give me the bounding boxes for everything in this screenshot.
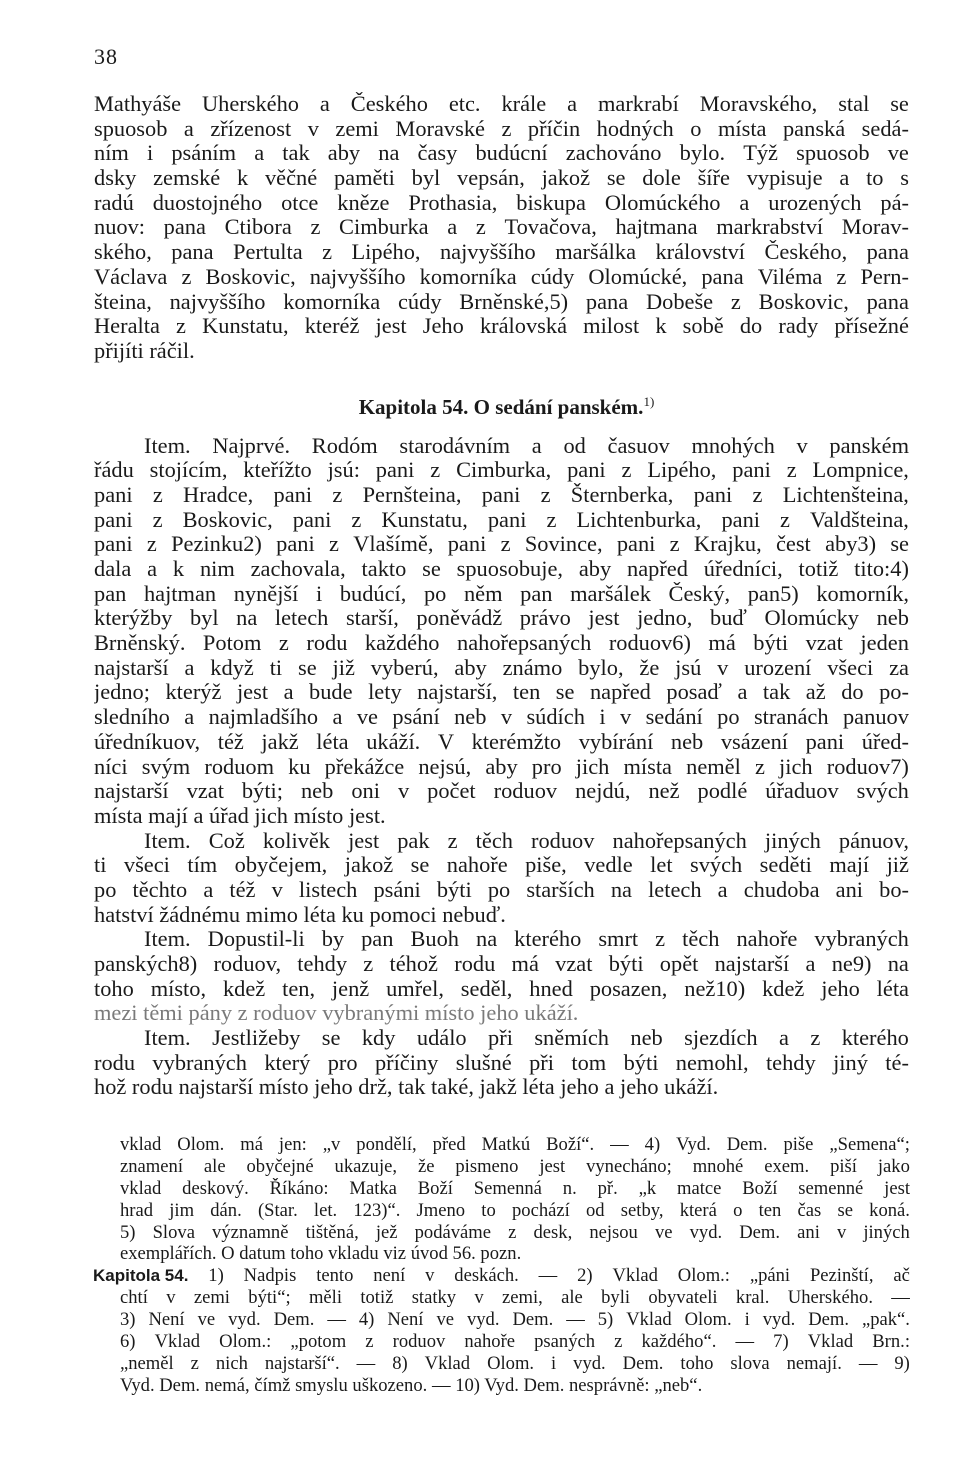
text-line: ského, pana Pertulta z Lipého, najvyššího maršálka království Českého, pana <box>94 240 909 265</box>
text-line: místa mají a úřad jich místo jest. <box>94 803 386 828</box>
text-line: hrad jim dán. (Star. let. 123)“. Jmeno to pochází od setby, která o ten čas se koná. <box>120 1199 910 1221</box>
paragraph-5 <box>94 1026 909 1100</box>
text-line: 3) Není ve vyd. Dem. — 4) Není ve vyd. Dem. — 5) Vklad Olom. i vyd. Dem. „pak“. <box>120 1309 910 1331</box>
text-line: Heralta z Kunstatu, kteréž jest Jeho královská milost k sobě do rady přísežné <box>94 314 909 339</box>
paragraph-1 <box>94 92 909 364</box>
text-line: Item. Dopustil-li by pan Buoh na kterého smrt z těch nahoře vybraných <box>144 927 909 952</box>
text-line: úředníkuov, též jakž léta ukáží. V kterémžto vybírání neb vsázení pani úřed- <box>94 729 909 754</box>
text-line: dsky zemské k věčné paměti byl vepsán, jakož se dole šíře vypisuje a to s <box>94 166 909 191</box>
text-line: 5) Slova významně tištěná, jež podáváme z desk, nejsou ve vyd. Dem. ani v jiných <box>120 1221 910 1243</box>
text-line: vklad deskový. Říkáno: Matka Boží Semenná n. př. „k matce Boží semenné jest <box>120 1177 910 1199</box>
page-number: 38 <box>94 44 118 69</box>
text-line: ti všeci tím obyčejem, jakož se nahoře piše, vedle let svých seděti mají již <box>94 853 909 878</box>
text-line: Item. Což kolivěk jest pak z těch roduov nahořepsaných jiných pánuov, <box>144 828 909 853</box>
text-line: Kapitola 54. 1) Nadpis tento není v deskách. — 2) Vklad Olom.: „páni Pezinští, ač <box>93 1265 910 1287</box>
text-line: Mathyáše Uherského a Českého etc. krále a markrabí Moravského, stal se <box>94 92 909 116</box>
text-line: exemplářích. O datum toho vkladu viz úvod 56. pozn. <box>120 1243 522 1265</box>
chapter-heading-note: 1) <box>643 393 655 409</box>
text-line: najstarší vzat býti; neb oni v počet roduov nejdú, než podlé úřaduov svých <box>94 779 909 804</box>
text-line: nuov: pana Ctibora z Cimburka a z Tovačova, hajtmana markrabství Morav- <box>94 215 909 240</box>
text-line: chtí v zemi býti“; měli totiž statky v zemi, ale byli obyvateli kral. Uherského. — <box>120 1287 910 1309</box>
text-line: dala a k nim zachovala, takto se spuosobuje, aby napřed úředníci, totiž tito:4) <box>94 557 909 581</box>
text-line: panských8) roduov, tehdy z téhož rodu má vzat býti opět najstarší a ne9) na <box>94 952 909 976</box>
text-line: ním i psáním a tak aby na časy budúcní zachováno bylo. Týž spuosob ve <box>94 141 909 166</box>
text-line: jedno; kterýž jest a bude lety najstarší, ten se napřed posaď a tak až do po- <box>94 680 909 705</box>
text-line: radú duostojného otce kněze Prothasia, biskupa Olomúckého a urozených pá- <box>94 190 909 215</box>
text-line: přijíti ráčil. <box>94 338 195 363</box>
main-text <box>94 92 909 1100</box>
text-line: „neměl z nich najstarší“. — 8) Vklad Olom. i vyd. Dem. toho slova nemají. — 9) <box>120 1352 910 1374</box>
text-line: pani z Boskovic, pani z Kunstatu, pani z Lichtenburka, pani z Valdšteina, <box>94 507 909 532</box>
text-line: hatství žádnému mimo léta ku pomoci nebuď. <box>94 902 506 927</box>
text-line: sledního a najmladšího a ve psání neb v súdích i v sedání po stranách panuov <box>94 705 909 730</box>
chapter-notes-label: Kapitola 54. <box>93 1266 189 1286</box>
text-line: najstarší a když ti se již vyberú, aby známo bylo, že jsú v urození všeci za <box>94 655 909 680</box>
text-line: rodu vybraných který pro příčiny slušné při tom býti nemohl, tehdy jiný té- <box>94 1050 909 1075</box>
text-line: mezi těmi pány z roduov vybranými místo jeho ukáží. <box>94 1001 579 1026</box>
text-line: pani z Hradce, pani z Pernšteina, pani z Šternberka, pani z Lichtenšteina, <box>94 482 909 507</box>
text-line: Brněnský. Potom z rodu každého nahořepsaných roduov6) má býti vzat jeden <box>94 631 909 656</box>
text-line: pan hajtman nynější i budúcí, po něm pan maršálek Český, pan5) komorník, <box>94 581 909 606</box>
footnotes-continued <box>120 1134 910 1265</box>
text-line: řádu stojícím, kteřížto jsú: pani z Cimburka, pani z Lipého, pani z Lompnice, <box>94 458 909 483</box>
text-line: toho místo, kdež ten, jenž umřel, seděl, hned posazen, než10) kdež jeho léta <box>94 976 909 1001</box>
paragraph-3 <box>94 829 909 928</box>
chapter-54-notes <box>93 1265 910 1396</box>
text-line: kterýžby byl na letech starší, poněvádž právo jest jedno, buď Olomúcky neb <box>94 606 909 631</box>
text-line: hož rodu najstarší místo jeho drž, tak také, jakž léta jeho a jeho ukáží. <box>94 1075 719 1100</box>
chapter-heading-text: Kapitola 54. O sedání panském. <box>358 394 644 419</box>
text-line: Item. Najprvé. Rodóm starodávním a od časuov mnohých v panském <box>144 433 909 458</box>
text-line: šteina, najvyššího komorníka cúdy Brněnské,5) pana Dobeše z Boskovic, pana <box>94 289 909 314</box>
text-line: Vyd. Dem. nemá, čímž smyslu uškozeno. — 10) Vyd. Dem. nesprávně: „neb“. <box>120 1374 703 1396</box>
text-line: znamení ale obyčejné ukazuje, že pismeno jest vynecháno; mnohé exem. piší jako <box>120 1155 910 1177</box>
chapter-heading <box>94 394 909 420</box>
paragraph-4 <box>94 927 909 1026</box>
text-line: spuosob a zřízenost v zemi Moravské z příčin hodných o místa panská sedá- <box>94 116 909 141</box>
paragraph-2 <box>94 434 909 829</box>
footnotes <box>93 1134 910 1397</box>
text-line: pani z Pezinku2) pani z Vlašímě, pani z Sovince, pani z Krajku, čest aby3) se <box>94 532 909 557</box>
text-line: vklad Olom. má jen: „v pondělí, před Matkú Boží“. — 4) Vyd. Dem. piše „Semena“; <box>120 1134 910 1155</box>
text-line: Václava z Boskovic, najvyššího komorníka cúdy Olomúcké, pana Viléma z Pern- <box>94 264 909 289</box>
text-line: níci svým roduom ku překážce nejsú, aby pro jich místa neměl z jich roduov7) <box>94 754 909 779</box>
text-line: po těchto a též v listech psáni býti po starších na letech a chudoba ani bo- <box>94 877 909 902</box>
text-line: Item. Jestližeby se kdy událo při sněmích neb sjezdích a z kterého <box>144 1026 909 1051</box>
text-line: 6) Vklad Olom.: „potom z roduov nahoře psaných z každého“. — 7) Vklad Brn.: <box>120 1331 910 1353</box>
